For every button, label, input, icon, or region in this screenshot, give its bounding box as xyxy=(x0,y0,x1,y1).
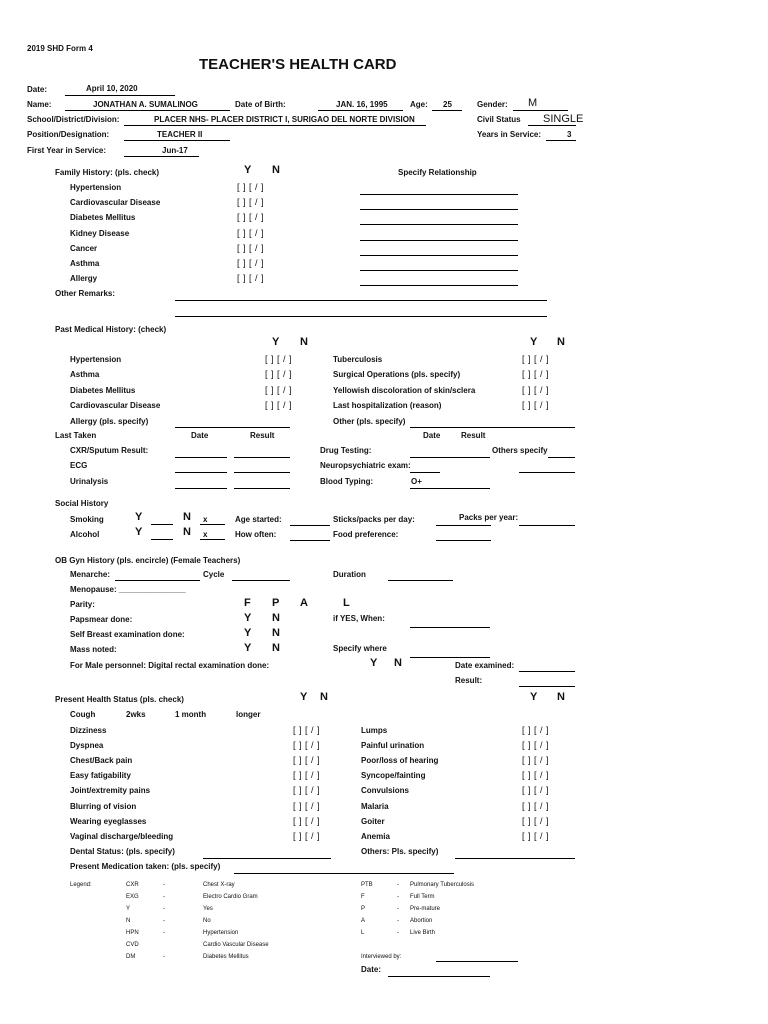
date-field[interactable]: April 10, 2020 xyxy=(86,84,138,93)
age-field[interactable]: 25 xyxy=(443,100,452,109)
present-left-item: Joint/extremity pains xyxy=(70,786,151,795)
present-right-checkbox[interactable]: [ ] [ / ] xyxy=(522,740,550,750)
last-taken-right-item: Blood Typing: xyxy=(320,477,374,486)
result-col-header: Result xyxy=(250,431,275,440)
male-exam-y[interactable]: Y xyxy=(370,657,378,669)
form-id: 2019 SHD Form 4 xyxy=(27,44,93,53)
legend-abbr: N xyxy=(126,918,131,924)
present-right-item: Painful urination xyxy=(361,741,425,750)
food-preference-label: Food preference: xyxy=(333,530,399,539)
mass-n[interactable]: N xyxy=(272,642,280,654)
male-exam-n[interactable]: N xyxy=(394,657,402,669)
legend-label: Legend: xyxy=(70,882,92,888)
first-year-field[interactable]: Jun-17 xyxy=(162,146,188,155)
smoking-label: Smoking xyxy=(70,515,104,524)
others-specify-present-label: Others: Pls. specify) xyxy=(361,847,439,856)
cough-2wks[interactable]: 2wks xyxy=(126,710,146,719)
civil-status-label: Civil Status xyxy=(477,115,521,124)
school-field[interactable]: PLACER NHS- PLACER DISTRICT I, SURIGAO DEL NORTE DIVISION xyxy=(154,115,415,124)
cough-longer[interactable]: longer xyxy=(236,710,261,719)
ob-gyn-heading: OB Gyn History (pls. encircle) (Female Teachers) xyxy=(55,556,241,565)
legend-abbr: P xyxy=(361,906,366,912)
present-left-checkbox[interactable]: [ ] [ / ] xyxy=(293,831,321,841)
present-y-header: Y xyxy=(300,691,308,703)
papsmear-n[interactable]: N xyxy=(272,612,280,624)
legend-dash: - xyxy=(397,906,399,912)
present-health-heading: Present Health Status (pls. check) xyxy=(55,695,184,704)
present-left-checkbox[interactable]: [ ] [ / ] xyxy=(293,785,321,795)
date-examined-label: Date examined: xyxy=(455,661,515,670)
past-y-header-right: Y xyxy=(530,336,538,348)
family-item: Diabetes Mellitus xyxy=(70,213,136,222)
if-yes-label: if YES, When: xyxy=(333,614,385,623)
family-checkbox[interactable]: [ ] [ / ] xyxy=(237,243,265,253)
past-left-item: Diabetes Mellitus xyxy=(70,386,136,395)
specify-where-label: Specify where xyxy=(333,644,387,653)
present-n-header-right: N xyxy=(557,691,565,703)
present-left-item: Easy fatigability xyxy=(70,771,131,780)
social-history-heading: Social History xyxy=(55,499,109,508)
family-checkbox[interactable]: [ ] [ / ] xyxy=(237,197,265,207)
past-right-checkbox[interactable]: [ ] [ / ] xyxy=(522,369,550,379)
legend-abbr: CXR xyxy=(126,882,139,888)
alcohol-label: Alcohol xyxy=(70,530,100,539)
past-right-item: Yellowish discoloration of skin/sclera xyxy=(333,386,476,395)
past-n-header-right: N xyxy=(557,336,565,348)
first-year-label: First Year in Service: xyxy=(27,146,107,155)
position-label: Position/Designation: xyxy=(27,130,110,139)
present-left-item: Dyspnea xyxy=(70,741,104,750)
family-item: Cardiovascular Disease xyxy=(70,198,161,207)
family-item: Asthma xyxy=(70,259,100,268)
past-right-checkbox[interactable]: [ ] [ / ] xyxy=(522,400,550,410)
date-col-header-right: Date xyxy=(423,431,441,440)
family-checkbox[interactable]: [ ] [ / ] xyxy=(237,273,265,283)
present-right-item: Goiter xyxy=(361,817,385,826)
family-checkbox[interactable]: [ ] [ / ] xyxy=(237,228,265,238)
past-y-header: Y xyxy=(272,336,280,348)
specify-relationship-label: Specify Relationship xyxy=(398,168,477,177)
age-started-label: Age started: xyxy=(235,515,282,524)
past-right-item: Other (pls. specify) xyxy=(333,417,406,426)
menopause-label: Menopause: _______________ xyxy=(70,585,186,594)
legend-dash: - xyxy=(397,930,399,936)
gender-label: Gender: xyxy=(477,100,508,109)
present-left-checkbox[interactable]: [ ] [ / ] xyxy=(293,740,321,750)
present-right-item: Malaria xyxy=(361,802,389,811)
duration-label: Duration xyxy=(333,570,366,579)
present-n-header: N xyxy=(320,691,328,703)
past-right-item: Tuberculosis xyxy=(333,355,383,364)
alcohol-n[interactable]: N xyxy=(183,526,191,538)
interview-date-label: Date: xyxy=(361,965,382,974)
past-left-item: Cardiovascular Disease xyxy=(70,401,161,410)
past-left-checkbox[interactable]: [ ] [ / ] xyxy=(265,369,293,379)
legend-meaning: Electro Cardio Gram xyxy=(203,894,258,900)
others-specify-label: Others specify xyxy=(492,446,548,455)
other-remarks-label: Other Remarks: xyxy=(55,289,116,298)
smoking-n[interactable]: N xyxy=(183,511,191,523)
self-breast-y[interactable]: Y xyxy=(244,627,252,639)
legend-abbr: A xyxy=(361,918,366,924)
civil-status-field[interactable]: SINGLE xyxy=(543,113,584,125)
dob-label: Date of Birth: xyxy=(235,100,286,109)
past-n-header: N xyxy=(300,336,308,348)
past-left-checkbox[interactable]: [ ] [ / ] xyxy=(265,400,293,410)
legend-dash: - xyxy=(163,954,165,960)
parity-a[interactable]: A xyxy=(300,597,308,609)
menarche-label: Menarche: xyxy=(70,570,111,579)
present-right-checkbox[interactable]: [ ] [ / ] xyxy=(522,755,550,765)
legend-abbr: HPN xyxy=(126,930,139,936)
last-taken-item: Urinalysis xyxy=(70,477,109,486)
last-taken-heading: Last Taken xyxy=(55,431,97,440)
cough-label: Cough xyxy=(70,710,96,719)
present-right-checkbox[interactable]: [ ] [ / ] xyxy=(522,816,550,826)
family-checkbox[interactable]: [ ] [ / ] xyxy=(237,182,265,192)
years-field[interactable]: 3 xyxy=(567,130,572,139)
smoking-x-mark: x xyxy=(203,515,208,524)
present-left-checkbox[interactable]: [ ] [ / ] xyxy=(293,755,321,765)
family-item: Hypertension xyxy=(70,183,122,192)
date-label: Date: xyxy=(27,85,48,94)
self-breast-n[interactable]: N xyxy=(272,627,280,639)
legend-dash: - xyxy=(397,894,399,900)
date-col-header: Date xyxy=(191,431,209,440)
present-left-checkbox[interactable]: [ ] [ / ] xyxy=(293,725,321,735)
present-left-item: Blurring of vision xyxy=(70,802,137,811)
interviewed-by-label: Interviewed by: xyxy=(361,954,402,960)
legend-dash: - xyxy=(163,906,165,912)
cycle-label: Cycle xyxy=(203,570,225,579)
name-label: Name: xyxy=(27,100,52,109)
present-right-checkbox[interactable]: [ ] [ / ] xyxy=(522,785,550,795)
present-right-item: Lumps xyxy=(361,726,388,735)
past-right-item: Last hospitalization (reason) xyxy=(333,401,442,410)
mass-noted-label: Mass noted: xyxy=(70,645,117,654)
legend-meaning: Live Birth xyxy=(410,930,436,936)
legend-meaning: Yes xyxy=(203,906,213,912)
past-left-item: Hypertension xyxy=(70,355,122,364)
legend-meaning: No xyxy=(203,918,211,924)
present-right-checkbox[interactable]: [ ] [ / ] xyxy=(522,725,550,735)
legend-dash: - xyxy=(163,918,165,924)
result-label: Result: xyxy=(455,676,483,685)
family-n-header: N xyxy=(272,164,280,176)
legend-abbr: F xyxy=(361,894,365,900)
legend-meaning: Diabetes Mellitus xyxy=(203,954,249,960)
legend-abbr: PTB xyxy=(361,882,373,888)
legend-abbr: Y xyxy=(126,906,131,912)
legend-abbr: EXG xyxy=(126,894,139,900)
self-breast-label: Self Breast examination done: xyxy=(70,630,185,639)
past-medical-heading: Past Medical History: (check) xyxy=(55,325,167,334)
family-item: Kidney Disease xyxy=(70,229,130,238)
dental-status-label: Dental Status: (pls. specify) xyxy=(70,847,175,856)
age-label: Age: xyxy=(410,100,428,109)
result-col-header-right: Result xyxy=(461,431,486,440)
cough-1month[interactable]: 1 month xyxy=(175,710,207,719)
male-exam-label: For Male personnel: Digital rectal examination done: xyxy=(70,661,270,670)
legend-dash: - xyxy=(163,894,165,900)
packs-per-year-label: Packs per year: xyxy=(459,513,519,522)
legend-meaning: Hypertension xyxy=(203,930,239,936)
last-taken-right-item: Neuropsychiatric exam: xyxy=(320,461,411,470)
past-right-checkbox[interactable]: [ ] [ / ] xyxy=(522,354,550,364)
parity-l[interactable]: L xyxy=(343,597,350,609)
mass-y[interactable]: Y xyxy=(244,642,252,654)
page-title: TEACHER'S HEALTH CARD xyxy=(199,56,397,73)
present-right-item: Syncope/fainting xyxy=(361,771,426,780)
legend-dash: - xyxy=(163,930,165,936)
present-right-checkbox[interactable]: [ ] [ / ] xyxy=(522,801,550,811)
family-item: Allergy xyxy=(70,274,98,283)
position-field[interactable]: TEACHER II xyxy=(157,130,203,139)
papsmear-label: Papsmear done: xyxy=(70,615,133,624)
present-left-checkbox[interactable]: [ ] [ / ] xyxy=(293,801,321,811)
present-right-item: Poor/loss of hearing xyxy=(361,756,439,765)
family-y-header: Y xyxy=(244,164,252,176)
last-taken-right-item: Drug Testing: xyxy=(320,446,372,455)
school-label: School/District/Division: xyxy=(27,115,120,124)
family-item: Cancer xyxy=(70,244,98,253)
past-right-item: Surgical Operations (pls. specify) xyxy=(333,370,461,379)
past-left-checkbox[interactable]: [ ] [ / ] xyxy=(265,385,293,395)
sticks-label: Sticks/packs per day: xyxy=(333,515,415,524)
legend-meaning: Abortion xyxy=(410,918,433,924)
parity-f[interactable]: F xyxy=(244,597,251,609)
last-taken-item: ECG xyxy=(70,461,88,470)
past-left-item: Asthma xyxy=(70,370,100,379)
legend-meaning: Pre-mature xyxy=(410,906,441,912)
past-left-item: Allergy (pls. specify) xyxy=(70,417,149,426)
present-left-item: Dizziness xyxy=(70,726,107,735)
gender-field[interactable]: M xyxy=(528,97,538,109)
family-checkbox[interactable]: [ ] [ / ] xyxy=(237,258,265,268)
papsmear-y[interactable]: Y xyxy=(244,612,252,624)
legend-meaning: Chest X-ray xyxy=(203,882,235,888)
past-right-checkbox[interactable]: [ ] [ / ] xyxy=(522,385,550,395)
smoking-y[interactable]: Y xyxy=(135,511,143,523)
legend-abbr: L xyxy=(361,930,365,936)
dob-field[interactable]: JAN. 16, 1995 xyxy=(336,100,388,109)
parity-label: Parity: xyxy=(70,600,95,609)
how-often-label: How often: xyxy=(235,530,277,539)
present-right-checkbox[interactable]: [ ] [ / ] xyxy=(522,831,550,841)
present-y-header-right: Y xyxy=(530,691,538,703)
legend-meaning: Full Term xyxy=(410,894,435,900)
legend-meaning: Cardio Vascular Disease xyxy=(203,942,269,948)
parity-p[interactable]: P xyxy=(272,597,280,609)
legend-dash: - xyxy=(397,882,399,888)
present-right-item: Anemia xyxy=(361,832,390,841)
family-history-heading: Family History: (pls. check) xyxy=(55,168,160,177)
present-left-item: Vaginal discharge/bleeding xyxy=(70,832,174,841)
legend-dash: - xyxy=(163,882,165,888)
present-left-item: Wearing eyeglasses xyxy=(70,817,147,826)
past-left-checkbox[interactable]: [ ] [ / ] xyxy=(265,354,293,364)
present-left-item: Chest/Back pain xyxy=(70,756,133,765)
present-right-item: Convulsions xyxy=(361,786,410,795)
present-left-checkbox[interactable]: [ ] [ / ] xyxy=(293,816,321,826)
legend-abbr: CVD xyxy=(126,942,139,948)
blood-type-field[interactable]: O+ xyxy=(411,477,422,486)
family-checkbox[interactable]: [ ] [ / ] xyxy=(237,212,265,222)
years-label: Years in Service: xyxy=(477,130,542,139)
present-right-checkbox[interactable]: [ ] [ / ] xyxy=(522,770,550,780)
legend-meaning: Pulmonary Tuberculosis xyxy=(410,882,475,888)
medication-label: Present Medication taken: (pls. specify) xyxy=(70,862,221,871)
alcohol-y[interactable]: Y xyxy=(135,526,143,538)
present-left-checkbox[interactable]: [ ] [ / ] xyxy=(293,770,321,780)
legend-abbr: DM xyxy=(126,954,136,960)
alcohol-x-mark: x xyxy=(203,530,208,539)
legend-dash: - xyxy=(397,918,399,924)
name-field[interactable]: JONATHAN A. SUMALINOG xyxy=(93,100,198,109)
last-taken-item: CXR/Sputum Result: xyxy=(70,446,149,455)
